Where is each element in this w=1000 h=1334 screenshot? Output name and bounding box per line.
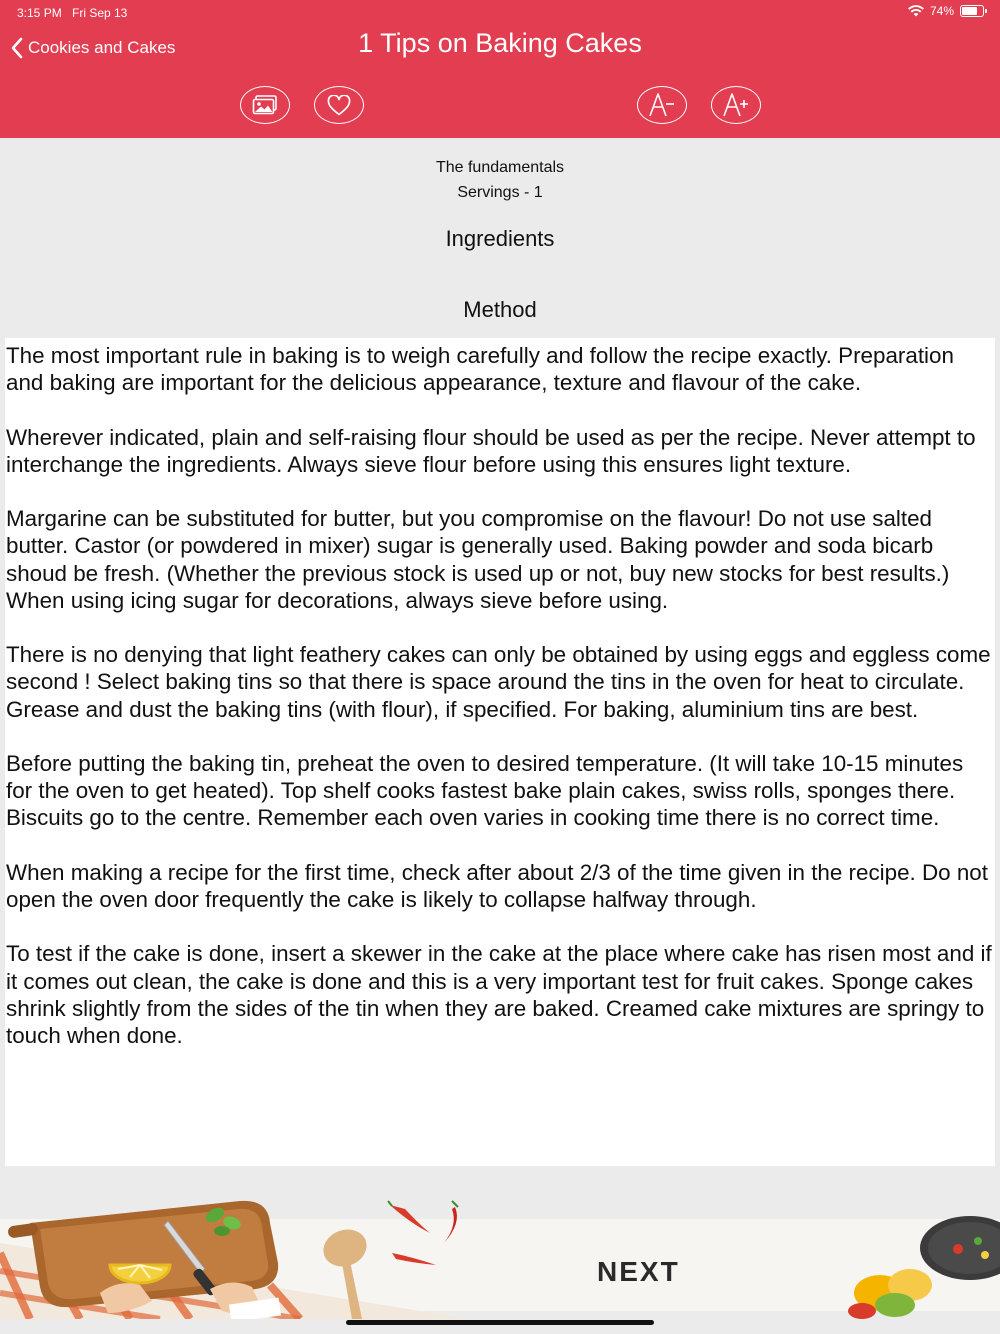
recipe-subtitle: The fundamentals	[435, 159, 565, 176]
method-paragraph: Margarine can be substituted for butter, but you compromise on the flavour! Do not use salted butter. Castor (or powdered in mixer) sugar is generally used. Baking powder and soda bicarb shoud be fresh. (Whether the previous stock is used up or not, buy new stocks for best results.) When using icing sugar for decorations, always sieve before using.	[6, 506, 950, 613]
vegetables-illustration	[848, 1269, 932, 1319]
method-paragraph: Before putting the baking tin, preheat the oven to desired temperature. (It will take 10-15 minutes for the oven to get heated). Top shelf cooks fastest bake plain cakes, swiss rolls, sponges there. Biscuits go to the centre. Remember each oven varies in cooking time there is no correct time.	[6, 750, 964, 831]
method-paragraph: There is no denying that light feathery cakes can only be obtained by using eggs and eggless come second ! Select baking tins so that there is space around the tins in the oven for heat to circulate. Grease and dust the baking tins (with flour), if specified. For baking, aluminium tins are best.	[6, 642, 991, 722]
status-date: Fri Sep 13	[72, 6, 128, 20]
back-button-label: Cookies and Cakes	[28, 38, 176, 57]
font-decrease-icon	[647, 92, 677, 118]
battery-percent: 74%	[929, 4, 954, 18]
increase-font-button[interactable]	[711, 86, 761, 124]
frying-pan-illustration	[920, 1216, 1000, 1280]
ingredients-heading: Ingredients	[445, 226, 555, 251]
status-indicators	[908, 4, 984, 18]
status-bar	[0, 0, 1000, 24]
footer-banner	[0, 1193, 1000, 1319]
kitchen-illustration-right	[840, 1193, 1000, 1319]
kitchen-illustration-left	[0, 1193, 480, 1319]
servings-label: Servings - 1	[457, 184, 543, 201]
heart-icon	[327, 95, 351, 116]
method-paragraph: When making a recipe for the first time, check after about 2/3 of the time given in the recipe. Do not open the oven door frequently the cake is likely to collapse halfway through.	[6, 859, 988, 912]
method-text-panel[interactable]	[5, 338, 995, 1166]
status-time: 3:15 PM	[17, 6, 62, 20]
method-heading: Method	[463, 297, 537, 322]
battery-level	[962, 7, 977, 15]
favorite-button[interactable]	[314, 86, 364, 124]
wifi-icon	[908, 5, 924, 17]
font-increase-icon	[721, 92, 751, 118]
method-paragraph: To test if the cake is done, insert a skewer in the cake at the place where cake has risen most and if it comes out clean, the cake is done and this is a very important test for fruit cakes. Sponge cakes shrink slightly from the sides of the tin when they are baked. Creamed cake mixtures are springy to touch when done.	[6, 941, 992, 1048]
image-gallery-icon	[252, 95, 278, 115]
chevron-left-icon	[10, 37, 24, 59]
back-button[interactable]	[10, 34, 175, 62]
home-indicator[interactable]	[346, 1320, 654, 1325]
decrease-font-button[interactable]	[637, 86, 687, 124]
chili-peppers-illustration	[388, 1201, 458, 1265]
method-paragraph: The most important rule in baking is to weigh carefully and follow the recipe exactly. Preparation and baking are important for the delicious appearance, texture and flavour of the cake.	[6, 343, 954, 396]
next-button[interactable]: NEXT	[597, 1256, 680, 1287]
gallery-button[interactable]	[240, 86, 290, 124]
method-paragraph: Wherever indicated, plain and self-raising flour should be used as per the recipe. Never attempt to interchange the ingredients. Always sieve flour before using this ensures light texture.	[6, 424, 976, 477]
battery-icon	[960, 5, 984, 17]
app-header	[0, 0, 1000, 138]
page-title: 1 Tips on Baking Cakes	[358, 28, 642, 58]
